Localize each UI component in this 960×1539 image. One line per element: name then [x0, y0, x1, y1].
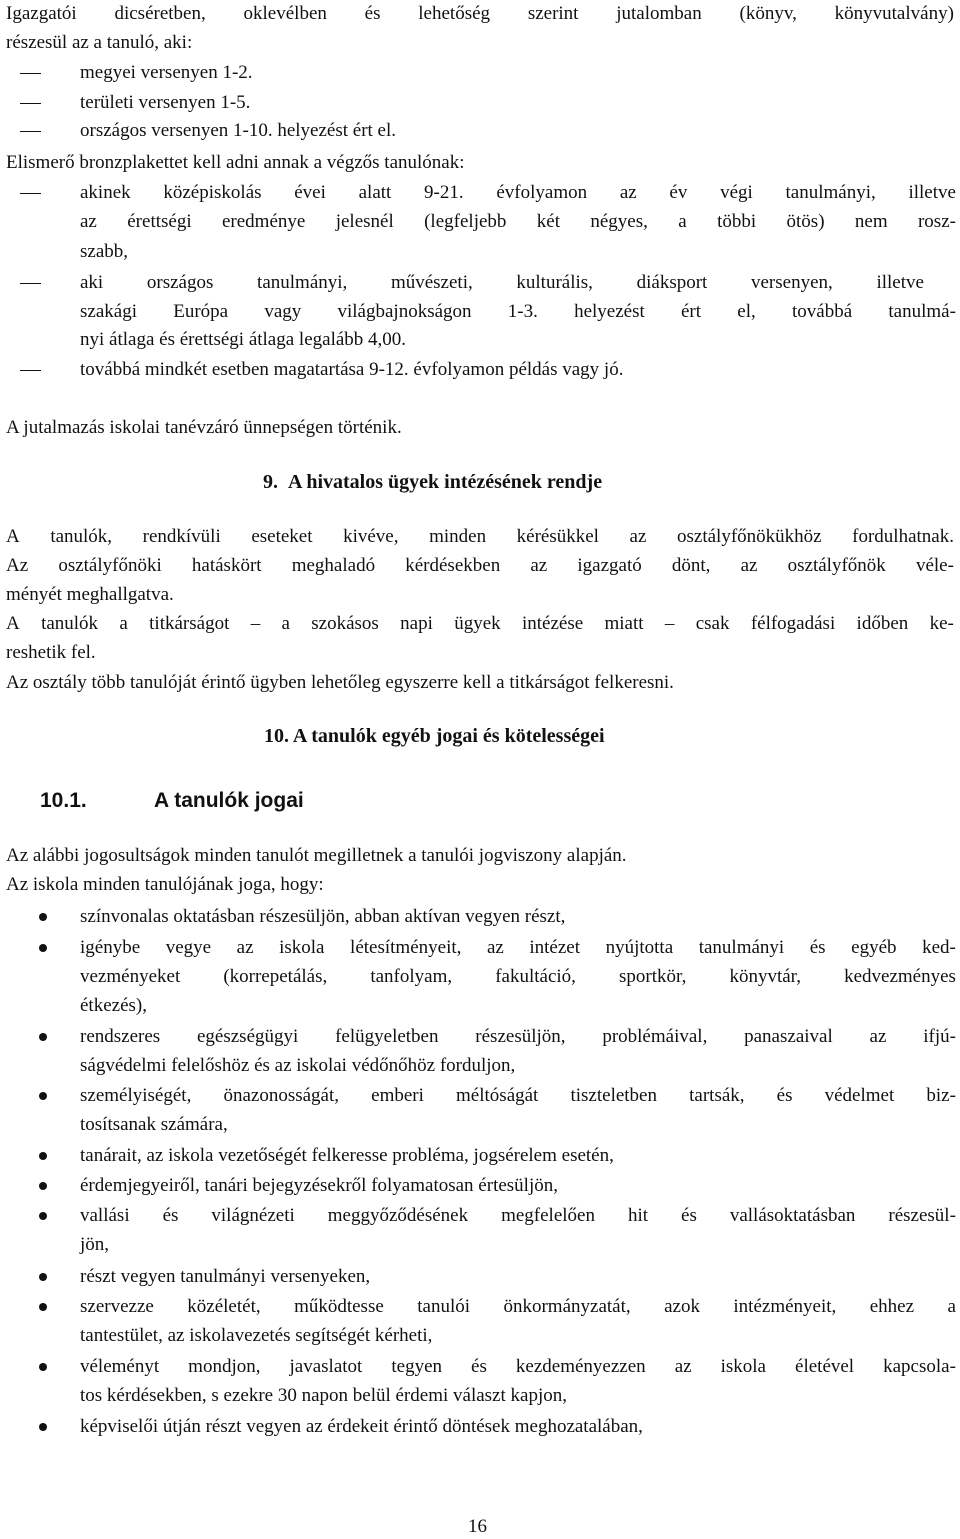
bullet-marker	[39, 1092, 47, 1100]
text-line: Igazgatói dicséretben, oklevélben és lehetőség szerint jutalomban (könyv, könyvutalvány)	[6, 3, 954, 24]
rights-list-item-line: képviselői útján részt vegyen az érdekeit érintő döntések meghozatalában,	[80, 1416, 643, 1437]
rights-list-item-line: részt vegyen tanulmányi versenyeken,	[80, 1266, 371, 1287]
rights-list-item-line: tanárait, az iskola vezetőségét felkeresse probléma, jogsérelem esetén,	[80, 1145, 614, 1166]
text-line: Elismerő bronzplakettet kell adni annak a végzős tanulónak:	[6, 152, 465, 173]
rights-list-item-line: személyiségét, önazonosságát, emberi méltóságát tiszteletben tartsák, és védelmet biz-	[80, 1085, 956, 1106]
text-line: az érettségi eredménye jelesnél (legfeljebb két négyes, a többi ötös) nem rosz-	[80, 211, 956, 232]
section-heading: 10. A tanulók egyéb jogai és kötelességei	[264, 725, 605, 747]
rights-list-item-line: ságvédelmi felelőshöz és az iskolai védőnőhöz forduljon,	[80, 1055, 516, 1076]
section-heading: 9. A hivatalos ügyek intézésének rendje	[263, 471, 603, 493]
bullet-marker	[39, 944, 47, 952]
dash-marker	[20, 193, 41, 194]
text-line: Az alábbi jogosultságok minden tanulót megilletnek a tanulói jogviszony alapján.	[6, 845, 627, 866]
text-line: részesül az a tanuló, aki:	[6, 32, 193, 53]
document-page: Igazgatói dicséretben, oklevélben és lehetőség szerint jutalomban (könyv, könyvutalvány) részesül az a tanuló, aki: megyei versenyen 1-2. területi versenyen 1-5. országos versenyen 1-10. helyezést ért el. Elismerő bronzplakettet kell adni annak a végzős tanulónak: akinek középiskolás évei alatt 9-21. évfolyamon az év végi tanulmányi, illetve az érettségi eredménye jelesnél (legfeljebb két négyes, a többi ötös) nem rosz- szabb, aki országos tanulmányi, művészeti, kulturális, diáksport versenyen, illetve szakági Európa vagy világbajnokságon 1-3. helyezést ért el, továbbá tanulmá- nyi átlaga és érettségi átlaga legalább 4,00. továbbá mindkét esetben magatartása 9-12. évfolyamon példás vagy jó. A jutalmazás iskolai tanévzáró ünnepségen történik. 9. A hivatalos ügyek intézésének rendje A tanulók, rendkívüli eseteket kivéve, minden kérésükkel az osztályfőnökükhöz fordulhatnak. Az osztályfőnöki hatáskört meghaladó kérdésekben az igazgató dönt, az osztályfőnök véle- ményét meghallgatva. A tanulók a titkárságot – a szokásos napi ügyek intézése miatt – csak félfogadási időben ke- reshetik fel. Az osztály több tanulóját érintő ügyben lehetőleg egyszerre kell a titkárságot felkeresni. 10. A tanulók egyéb jogai és kötelességei 10.1. A tanulók jogai Az alábbi jogosultságok minden tanulót megilletnek a tanulói jogviszony alapján. Az iskola minden tanulójának joga, hogy: színvonalas oktatásban részesüljön, abban aktívan vegyen részt, igénybe vegye az iskola létesítményeit, az intézet nyújtotta tanulmányi és egyéb ked- vezményeket (korrepetálás, tanfolyam, fakultáció, sportkör, könyvtár, kedvezményes étkezés), rendszeres egészségügyi felügyeletben részesüljön, problémáival, panaszaival az ifjú- ságvédelmi felelőshöz és az iskolai védőnőhöz forduljon, személyiségét, önazonosságát, emberi méltóságát tiszteletben tartsák, és védelmet biz- tosítsanak számára, tanárait, az iskola vezetőségét felkeresse probléma, jogsérelem esetén, érdemjegyeiről, tanári bejegyzésekről folyamatosan értesüljön, vallási és világnézeti meggyőződésének megfelelően hit és vallásoktatásban részesül- jön, részt vegyen tanulmányi versenyeken, szervezze közéletét, működtesse tanulói önkormányzatát, azok intézményeit, ehhez a tantestület, az iskolavezetés segítségét kérheti, véleményt mondjon, javaslatot tegyen és kezdeményezzen az iskola életével kapcsola- tos kérdésekben, s ezekre 30 napon belül érdemi választ kapjon, képviselői útján részt vegyen az érdekeit érintő döntések meghozatalában, 16	[6, 3, 956, 1537]
text-line: akinek középiskolás évei alatt 9-21. évfolyamon az év végi tanulmányi, illetve	[80, 182, 956, 203]
rights-list-item-line: rendszeres egészségügyi felügyeletben részesüljön, problémáival, panaszaival az ifjú-	[80, 1026, 956, 1047]
bullet-marker	[39, 913, 47, 921]
rights-list-item-line: vezményeket (korrepetálás, tanfolyam, fakultáció, sportkör, könyvtár, kedvezményes	[80, 966, 956, 987]
text-line: A tanulók, rendkívüli eseteket kivéve, minden kérésükkel az osztályfőnökükhöz fordulhatnak.	[6, 526, 954, 547]
text-line: ményét meghallgatva.	[6, 584, 174, 605]
text-line: Az osztályfőnöki hatáskört meghaladó kérdésekben az igazgató dönt, az osztályfőnök véle-	[6, 555, 954, 576]
rights-list-item-line: szervezze közéletét, működtesse tanulói önkormányzatát, azok intézményeit, ehhez a	[80, 1296, 956, 1317]
rights-list-item-line: vallási és világnézeti meggyőződésének megfelelően hit és vallásoktatásban részesül-	[80, 1205, 956, 1226]
rights-list-item-line: jön,	[80, 1234, 110, 1255]
dash-marker	[20, 103, 41, 104]
intro-paragraph	[6, 2, 954, 26]
bullet-marker	[39, 1182, 47, 1190]
text-line: Az iskola minden tanulójának joga, hogy:	[6, 874, 324, 895]
bullet-marker	[39, 1303, 47, 1311]
dash-marker	[20, 131, 41, 132]
text-line: reshetik fel.	[6, 642, 96, 663]
rights-list-item-line: érdemjegyeiről, tanári bejegyzésekről folyamatosan értesüljön,	[80, 1175, 558, 1196]
text-line: szabb,	[80, 241, 129, 262]
bullet-marker	[39, 1273, 47, 1281]
rights-list-item-line: színvonalas oktatásban részesüljön, abban aktívan vegyen részt,	[80, 906, 566, 927]
text-line: A jutalmazás iskolai tanévzáró ünnepségen történik.	[6, 417, 402, 438]
bullet-marker	[39, 1033, 47, 1041]
bullet-marker	[39, 1363, 47, 1371]
dash-marker	[20, 73, 41, 74]
text-line: A tanulók a titkárságot – a szokásos napi ügyek intézése miatt – csak félfogadási időben ke-	[6, 613, 954, 634]
rights-list-item-line: tantestület, az iskolavezetés segítségét kérheti,	[80, 1325, 433, 1346]
rights-list-item-line: véleményt mondjon, javaslatot tegyen és kezdeményezzen az iskola életével kapcsola-	[80, 1356, 956, 1377]
text-line: nyi átlaga és érettségi átlaga legalább 4,00.	[80, 329, 407, 350]
rights-list-item-line: igénybe vegye az iskola létesítményeit, az intézet nyújtotta tanulmányi és egyéb ked-	[80, 937, 956, 958]
bullet-marker	[39, 1423, 47, 1431]
page-number: 16	[468, 1516, 487, 1537]
dash-marker	[20, 283, 41, 284]
subsection-heading: 10.1. A tanulók jogai	[40, 789, 304, 812]
bullet-marker	[39, 1212, 47, 1220]
text-line: Az osztály több tanulóját érintő ügyben lehetőleg egyszerre kell a titkárságot felkeresni.	[6, 672, 674, 693]
bullet-marker	[39, 1152, 47, 1160]
rights-list-item-line: tos kérdésekben, s ezekre 30 napon belül érdemi választ kapjon,	[80, 1385, 567, 1406]
text-line: aki országos tanulmányi, művészeti, kulturális, diáksport versenyen, illetve	[80, 272, 924, 293]
text-line: szakági Európa vagy világbajnokságon 1-3. helyezést ért el, továbbá tanulmá-	[80, 301, 956, 322]
dash-marker	[20, 370, 41, 371]
rights-list-item-line: étkezés),	[80, 995, 147, 1016]
rights-list-item-line: tosítsanak számára,	[80, 1114, 228, 1135]
